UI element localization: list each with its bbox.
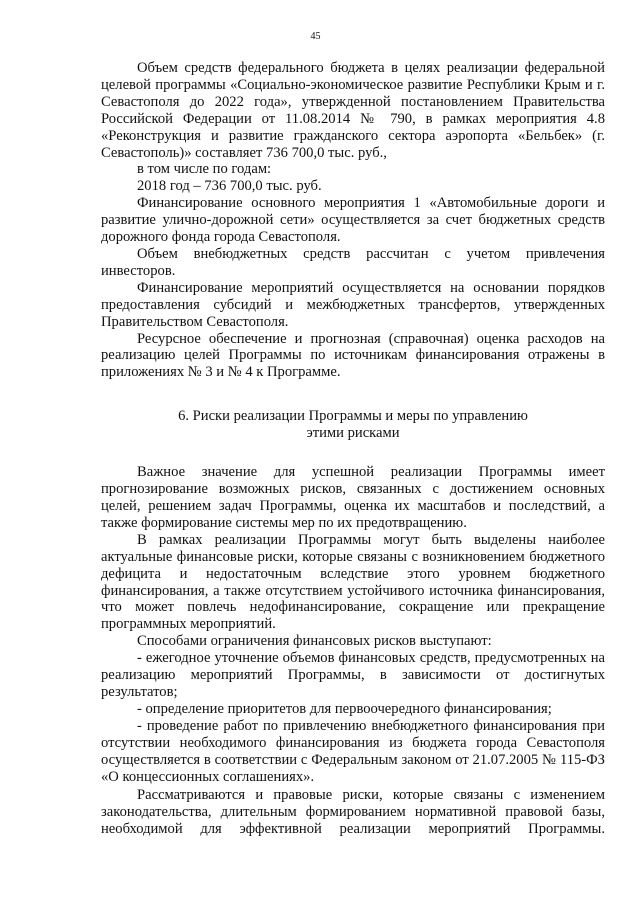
section-heading-line-1: 6. Риски реализации Программы и меры по управлению: [178, 408, 528, 425]
document-body: [101, 60, 605, 838]
paragraph-financing-procedures: Финансирование мероприятий осуществляется на основании порядков предоставления субсидий и межбюджетных трансфертов, утвержденных Правительством Севастополя.: [101, 279, 605, 330]
paragraph-resource-provision: Ресурсное обеспечение и прогнозная (справочная) оценка расходов на реализацию целей Программы по источникам финансирования отражены в приложениях № 3 и № 4 к Программе.: [101, 330, 605, 381]
list-item-priorities: - определение приоритетов для первоочередного финансирования;: [137, 700, 552, 717]
paragraph-risk-forecasting: Важное значение для успешной реализации Программы имеет прогнозирование возможных рисков, связанных с достижением основных целей, решением задач Программы, оценка их масштабов и последствий, а также формирование системы мер по их предотвращению.: [101, 464, 605, 531]
paragraph-extrabudgetary: Объем внебюджетных средств рассчитан с учетом привлечения инвесторов.: [101, 245, 605, 279]
list-item-extrabudgetary-work: - проведение работ по привлечению внебюджетного финансирования при отсутствии необходимого финансирования из бюджета города Севастополя осуществляется в соответствии с Федеральным законом от 21.07.2005 № 115-ФЗ «О концессионных соглашениях».: [101, 717, 605, 785]
section-heading: [101, 408, 605, 442]
paragraph-year-2018: 2018 год – 736 700,0 тыс. руб.: [137, 178, 322, 195]
list-item-annual-refinement: - ежегодное уточнение объемов финансовых средств, предусмотренных на реализацию мероприятий Программы, в зависимости от достигнутых результатов;: [101, 650, 605, 700]
paragraph-legal-risks: Рассматриваются и правовые риски, которые связаны с изменением законодательства, длительным формированием нормативной правовой базы, необходимой для эффективной реализации мероприятий Программы.: [101, 787, 605, 838]
paragraph-federal-budget: Объем средств федерального бюджета в целях реализации федеральной целевой программы «Социально-экономическое развитие Республики Крым и г. Севастополя до 2022 года», утвержденной постановлением Правительства Российской Федерации от 11.08.2014 № 790, в рамках мероприятия 4.8 «Реконструкция и развитие гражданского сектора аэропорта «Бельбек» (г. Севастополь)» составляет 736 700,0 тыс. руб.,: [101, 60, 605, 161]
paragraph-risk-limitation-methods: Способами ограничения финансовых рисков выступают:: [137, 633, 492, 650]
paragraph-by-years: в том числе по годам:: [137, 161, 272, 178]
page-number: 45: [310, 31, 321, 42]
section-heading-line-2: этими рисками: [306, 425, 400, 442]
paragraph-financial-risks: В рамках реализации Программы могут быть выделены наиболее актуальные финансовые риски, которые связаны с возникновением бюджетного дефицита и недостаточным вследствие этого уровнем бюджетного финансирования, а также отсутствием устойчивого источника финансирования, что может повлечь недофинансирование, сокращение или прекращение программных мероприятий.: [101, 531, 605, 633]
paragraph-roads-financing: Финансирование основного мероприятия 1 «Автомобильные дороги и развитие улично-дорожной сети» осуществляется за счет бюджетных средств дорожного фонда города Севастополя.: [101, 195, 605, 246]
